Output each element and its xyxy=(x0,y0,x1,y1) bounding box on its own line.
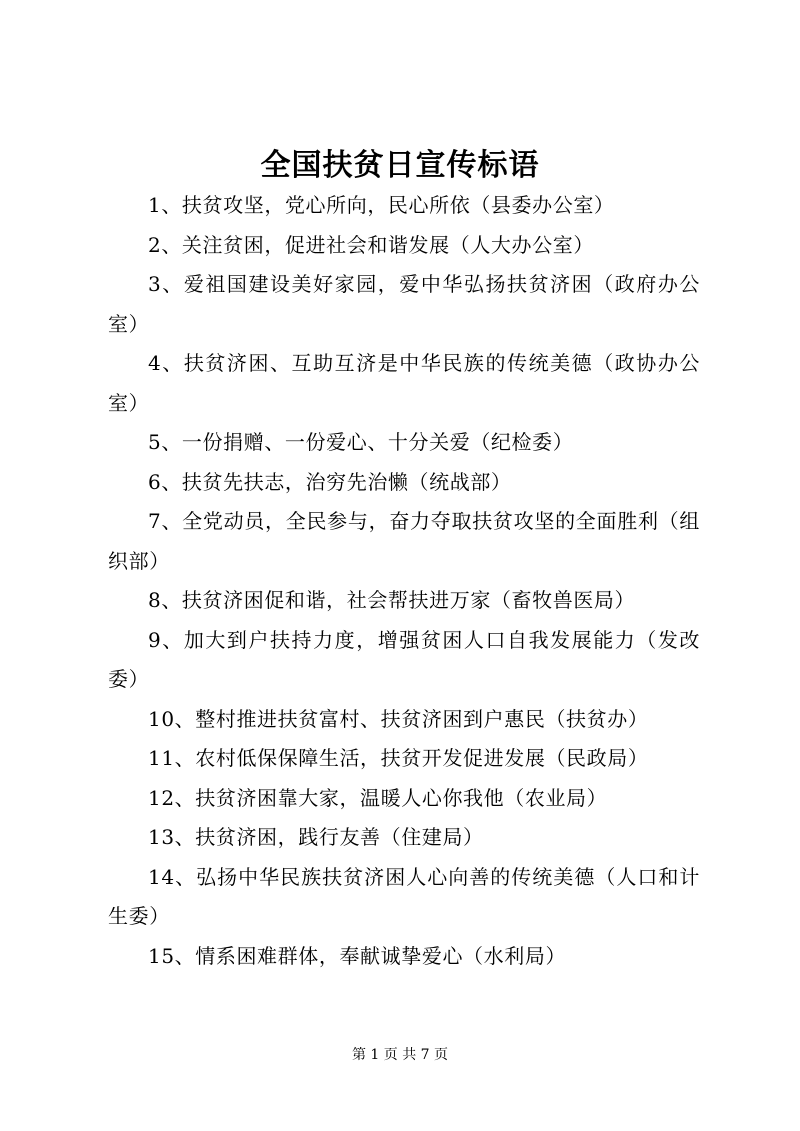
slogan-item-1: 1、扶贫攻坚，党心所向，民心所依（县委办公室） xyxy=(148,193,615,217)
slogan-item-15: 15、情系困难群体，奉献诚挚爱心（水利局） xyxy=(148,943,567,968)
slogan-item-2: 2、关注贫困，促进社会和谐发展（人大办公室） xyxy=(148,232,594,257)
slogan-item-12: 12、扶贫济困靠大家，温暖人心你我他（农业局） xyxy=(148,785,608,810)
slogan-list xyxy=(108,186,700,976)
slogan-item-7: 7、全党动员，全民参与，奋力夺取扶贫攻坚的全面胜利（组织部） xyxy=(108,509,700,573)
slogan-item-9: 9、加大到户扶持力度，增强贫困人口自我发展能力（发改委） xyxy=(108,627,700,691)
slogan-item-3: 3、爱祖国建设美好家园，爱中华弘扬扶贫济困（政府办公室） xyxy=(108,272,700,336)
slogan-item-11: 11、农村低保保障生活，扶贫开发促进发展（民政局） xyxy=(148,746,649,770)
document-title: 全国扶贫日宣传标语 xyxy=(260,148,540,183)
slogan-item-6: 6、扶贫先扶志，治穷先治懒（统战部） xyxy=(148,469,512,494)
slogan-item-13: 13、扶贫济困，践行友善（住建局） xyxy=(148,825,484,849)
slogan-item-4: 4、扶贫济困、互助互济是中华民族的传统美德（政协办公室） xyxy=(108,351,700,415)
slogan-item-5: 5、一份捐赠、一份爱心、十分关爱（纪检委） xyxy=(148,430,574,454)
slogan-item-10: 10、整村推进扶贫富村、扶贫济困到户惠民（扶贫办） xyxy=(148,706,649,731)
slogan-item-8: 8、扶贫济困促和谐，社会帮扶进万家（畜牧兽医局） xyxy=(148,588,636,612)
page-number-footer: 第 1 页 共 7 页 xyxy=(351,1047,449,1063)
slogan-item-14: 14、弘扬中华民族扶贫济困人心向善的传统美德（人口和计生委） xyxy=(108,864,700,928)
